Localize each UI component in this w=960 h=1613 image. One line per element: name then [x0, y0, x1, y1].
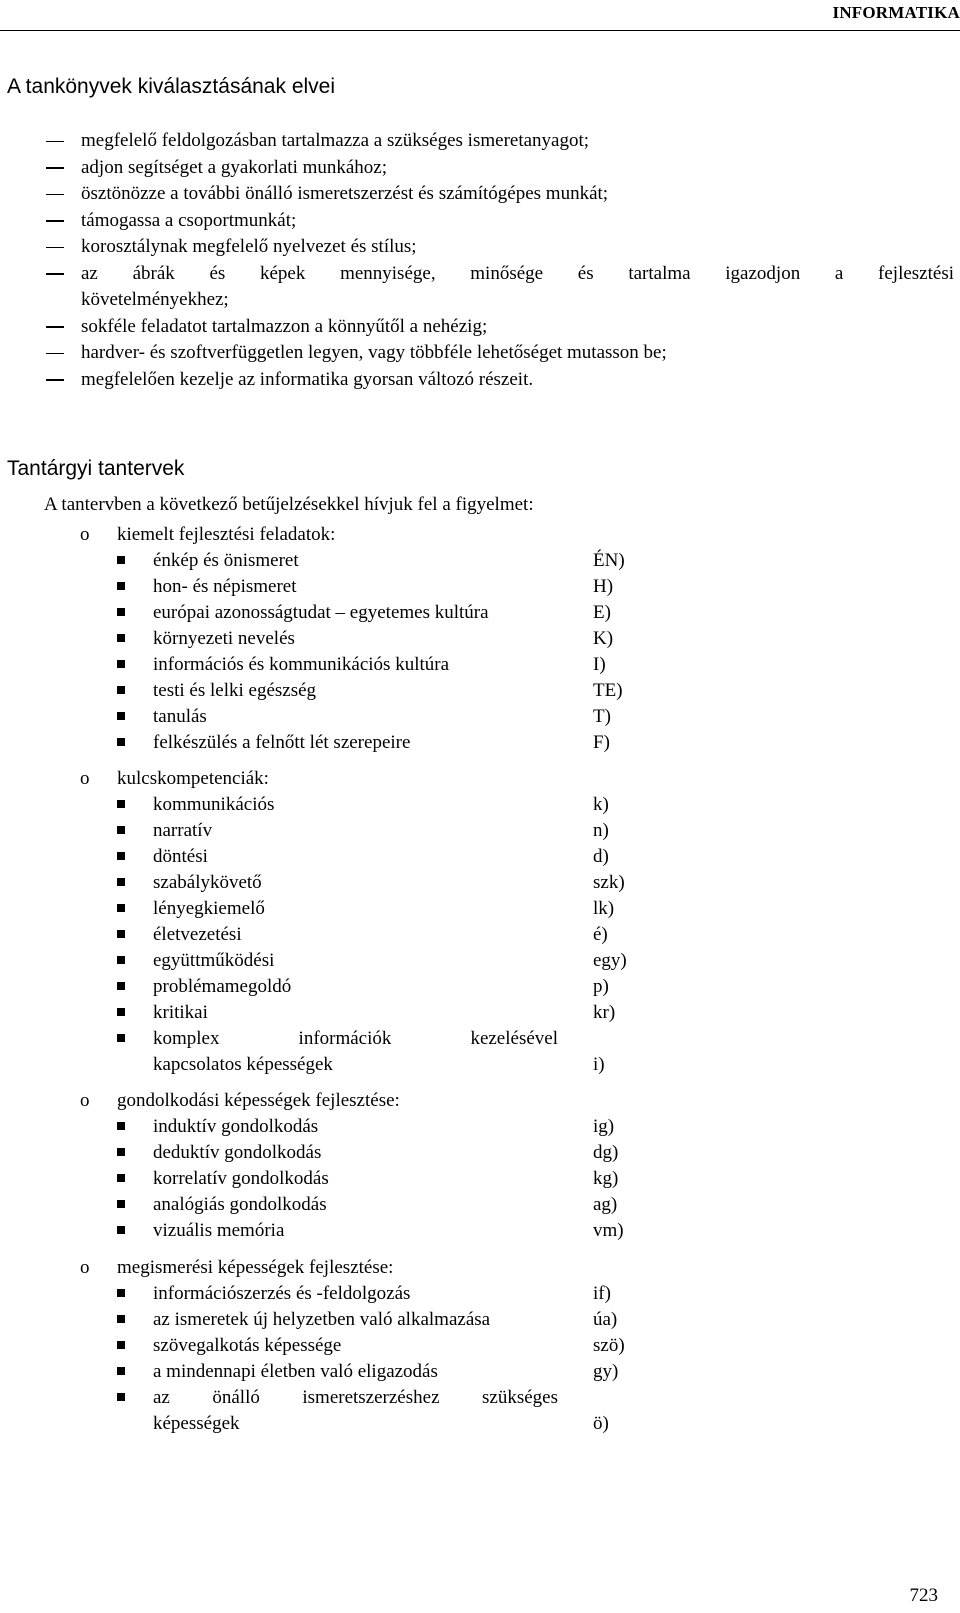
square-bullet-icon [117, 686, 125, 694]
dash-bullet-icon [46, 261, 81, 288]
item-code: TE) [593, 680, 623, 701]
list-item: testi és lelki egészség TE) [0, 678, 960, 704]
item-code: E) [593, 602, 611, 623]
item-code: ÉN) [593, 550, 625, 571]
square-bullet-icon [117, 634, 125, 642]
list-item: a mindennapi életben való eligazodás gy) [0, 1359, 960, 1385]
page-header [0, 0, 960, 31]
list-item: az ábrák és képek mennyisége, minősége és tartalma igazodjon a fejlesztési [46, 261, 954, 288]
square-bullet-icon [117, 608, 125, 616]
list-item: hardver- és szoftverfüggetlen legyen, vagy többféle lehetőséget mutasson be; [46, 340, 954, 367]
dash-bullet-icon [46, 314, 81, 341]
square-bullet-icon [117, 1200, 125, 1208]
category-thinking-skills: o gondolkodási képességek fejlesztése: induktív gondolkodás ig) deduktív gondolkodás dg) korrelatív gondolkodás kg) analógiás gondolkodás ag) vizuális memória vm) [0, 1088, 960, 1244]
list-item: énkép és önismeret ÉN) [0, 548, 960, 574]
item-code: kr) [593, 1002, 616, 1023]
list-item: komplex információk kezelésével kapcsolatos képességek i) [0, 1026, 960, 1078]
item-code: K) [593, 628, 614, 649]
list-item: együttműködési egy) [0, 948, 960, 974]
square-bullet-icon [117, 1008, 125, 1016]
dash-bullet-icon [46, 234, 81, 261]
item-code: ö) [593, 1413, 609, 1434]
list-item: korosztálynak megfelelő nyelvezet és stílus; [46, 234, 954, 261]
section-title-textbook-selection: A tankönyvek kiválasztásának elvei [7, 75, 336, 98]
square-bullet-icon [117, 878, 125, 886]
circle-bullet-icon: o [80, 768, 90, 789]
square-bullet-icon [117, 1122, 125, 1130]
square-bullet-icon [117, 582, 125, 590]
list-item: szabálykövető szk) [0, 870, 960, 896]
textbook-criteria-list [46, 128, 954, 393]
list-item-continuation: követelményekhez; [81, 289, 229, 310]
square-bullet-icon [117, 982, 125, 990]
item-code: F) [593, 732, 610, 753]
item-code: szk) [593, 872, 625, 893]
circle-bullet-icon: o [80, 1090, 90, 1111]
curricula-intro: A tantervben a következő betűjelzésekkel hívjuk fel a figyelmet: [44, 494, 534, 515]
list-item: vizuális memória vm) [0, 1218, 960, 1244]
square-bullet-icon [117, 556, 125, 564]
item-code: ag) [593, 1194, 618, 1215]
item-code: kg) [593, 1168, 619, 1189]
item-code: gy) [593, 1361, 619, 1382]
list-item: szövegalkotás képessége szö) [0, 1333, 960, 1359]
item-code: d) [593, 846, 609, 867]
square-bullet-icon [117, 852, 125, 860]
page-number: 723 [909, 1585, 938, 1606]
item-code: n) [593, 820, 609, 841]
list-item: információszerzés és -feldolgozás if) [0, 1281, 960, 1307]
list-item: ösztönözze a további önálló ismeretszerzést és számítógépes munkát; [46, 181, 954, 208]
item-code: dg) [593, 1142, 619, 1163]
list-item: megfelelően kezelje az informatika gyorsan változó részeit. [46, 367, 954, 394]
list-item: az ismeretek új helyzetben való alkalmazása úa) [0, 1307, 960, 1333]
square-bullet-icon [117, 930, 125, 938]
list-item: sokféle feladatot tartalmazzon a könnyűtől a nehézig; [46, 314, 954, 341]
list-item: problémamegoldó p) [0, 974, 960, 1000]
item-code: i) [593, 1054, 605, 1075]
square-bullet-icon [117, 738, 125, 746]
category-key-competences: o kulcskompetenciák: kommunikációs k) narratív n) döntési d) szabálykövető szk) lényegkiemelő lk) életvezetési é) együttműködési egy) problémamegoldó p) kritikai kr) komplex információk kezelésével kapcsolatos képességek i) [0, 766, 960, 1078]
category-cognitive-skills: o megismerési képességek fejlesztése: információszerzés és -feldolgozás if) az ismeretek új helyzetben való alkalmazása úa) szövegalkotás képessége szö) a mindennapi életben való eligazodás gy) az önálló ismeretszerzéshez szükséges képességek ö) [0, 1255, 960, 1437]
square-bullet-icon [117, 800, 125, 808]
dash-bullet-icon [46, 340, 81, 367]
item-code: szö) [593, 1335, 625, 1356]
item-code: k) [593, 794, 609, 815]
square-bullet-icon [117, 826, 125, 834]
list-item: az önálló ismeretszerzéshez szükséges képességek ö) [0, 1385, 960, 1437]
category-key-development-tasks: o kiemelt fejlesztési feladatok: énkép és önismeret ÉN) hon- és népismeret H) európai azonosságtudat – egyetemes kultúra E) környezeti nevelés K) információs és kommunikációs kultúra I) testi és lelki egészség TE) tanulás T) felkészülés a felnőtt lét szerepeire F) [0, 522, 960, 756]
item-code: egy) [593, 950, 627, 971]
list-item: kommunikációs k) [0, 792, 960, 818]
list-item: korrelatív gondolkodás kg) [0, 1166, 960, 1192]
dash-bullet-icon [46, 208, 81, 235]
square-bullet-icon [117, 1341, 125, 1349]
item-code: p) [593, 976, 609, 997]
square-bullet-icon [117, 1148, 125, 1156]
square-bullet-icon [117, 1367, 125, 1375]
square-bullet-icon [117, 1226, 125, 1234]
list-item: adjon segítséget a gyakorlati munkához; [46, 155, 954, 182]
list-item: támogassa a csoportmunkát; [46, 208, 954, 235]
square-bullet-icon [117, 660, 125, 668]
dash-bullet-icon [46, 155, 81, 182]
dash-bullet-icon [46, 367, 81, 394]
square-bullet-icon [117, 1034, 125, 1042]
dash-bullet-icon [46, 128, 81, 155]
item-code: é) [593, 924, 608, 945]
section-title-curricula: Tantárgyi tantervek [7, 457, 185, 480]
square-bullet-icon [117, 1174, 125, 1182]
square-bullet-icon [117, 712, 125, 720]
item-code: I) [593, 654, 606, 675]
list-item: döntési d) [0, 844, 960, 870]
list-item: felkészülés a felnőtt lét szerepeire F) [0, 730, 960, 756]
item-code: úa) [593, 1309, 618, 1330]
item-code: vm) [593, 1220, 624, 1241]
circle-bullet-icon: o [80, 524, 90, 545]
list-item: környezeti nevelés K) [0, 626, 960, 652]
dash-bullet-icon [46, 181, 81, 208]
list-item: európai azonosságtudat – egyetemes kultúra E) [0, 600, 960, 626]
square-bullet-icon [117, 1315, 125, 1323]
list-item: narratív n) [0, 818, 960, 844]
list-item: deduktív gondolkodás dg) [0, 1140, 960, 1166]
square-bullet-icon [117, 956, 125, 964]
list-item: életvezetési é) [0, 922, 960, 948]
square-bullet-icon [117, 1393, 125, 1401]
list-item: tanulás T) [0, 704, 960, 730]
square-bullet-icon [117, 904, 125, 912]
list-item: kritikai kr) [0, 1000, 960, 1026]
item-code: if) [593, 1283, 611, 1304]
circle-bullet-icon: o [80, 1257, 90, 1278]
item-code: lk) [593, 898, 615, 919]
list-item: hon- és népismeret H) [0, 574, 960, 600]
list-item: információs és kommunikációs kultúra I) [0, 652, 960, 678]
list-item: induktív gondolkodás ig) [0, 1114, 960, 1140]
item-code: H) [593, 576, 614, 597]
item-code: ig) [593, 1116, 615, 1137]
item-code: T) [593, 706, 611, 727]
list-item: analógiás gondolkodás ag) [0, 1192, 960, 1218]
square-bullet-icon [117, 1289, 125, 1297]
list-item: lényegkiemelő lk) [0, 896, 960, 922]
header-title: INFORMATIKA [832, 3, 960, 22]
list-item: megfelelő feldolgozásban tartalmazza a szükséges ismeretanyagot; [46, 128, 954, 155]
